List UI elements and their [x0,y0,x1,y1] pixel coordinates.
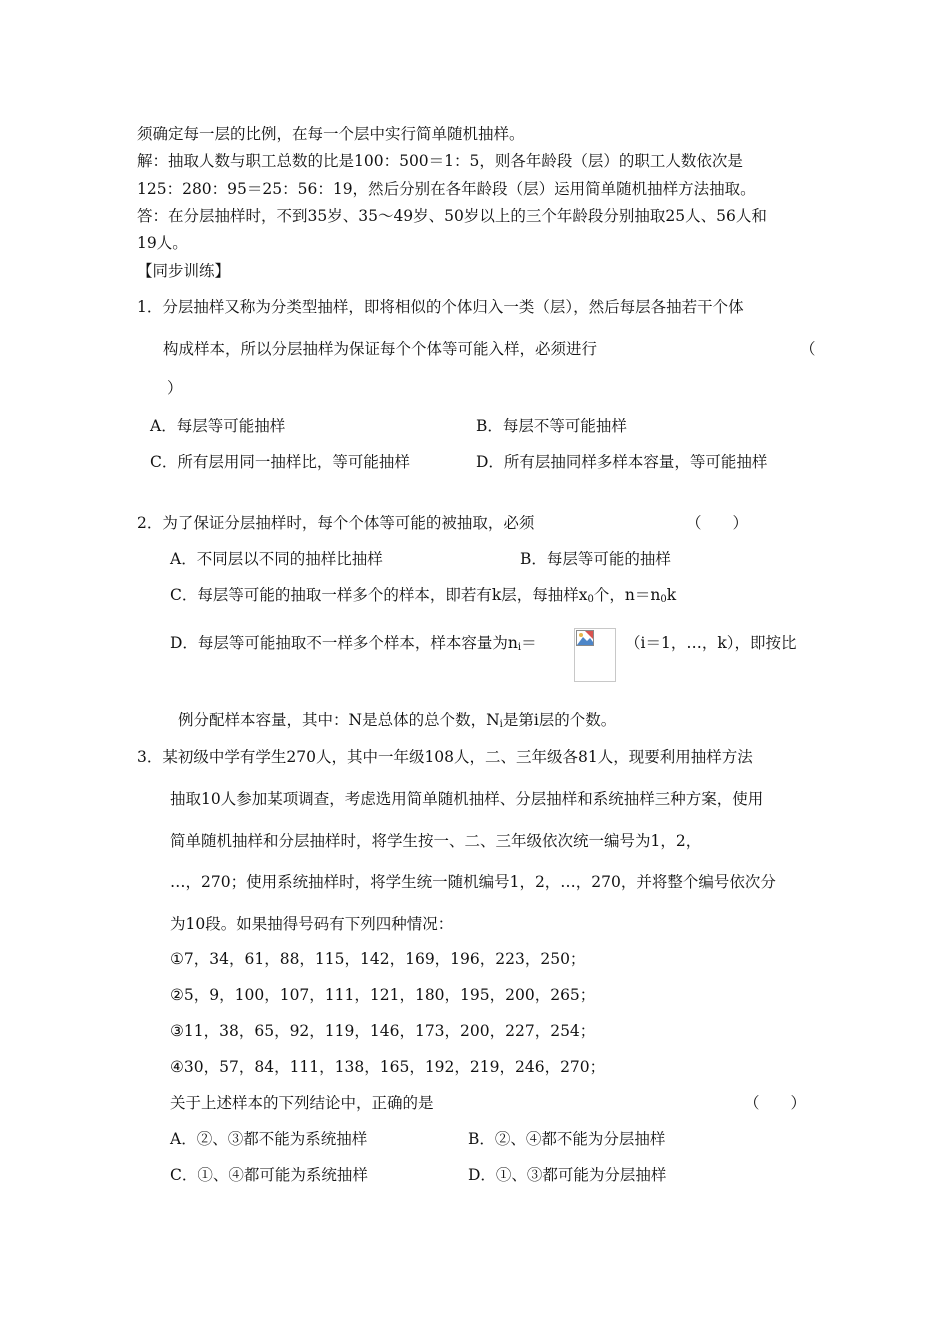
q2-option-a: A．不同层以不同的抽样比抽样 [170,550,383,568]
q3-prompt: 关于上述样本的下列结论中，正确的是 [170,1094,434,1112]
q1-option-a: A．每层等可能抽样 [150,417,286,435]
q3-option-a: A．②、③都不能为系统抽样 [170,1130,368,1148]
q3-case-4: ④30，57，84，111，138，165，192，219，246，270； [170,1058,606,1076]
q3-line-4: …，270；使用系统抽样时，将学生统一随机编号1，2，…，270，并将整个编号依次分 [170,873,776,891]
answer-line-1: 答：在分层抽样时，不到35岁、35～49岁、50岁以上的三个年龄段分别抽取25人、56人和 [137,207,767,225]
q3-case-3: ③11，38，65，92，119，146，173，200，227，254； [170,1022,596,1040]
solution-line-2: 125：280：95＝25：56：19，然后分别在各年龄段（层）运用简单随机抽样方法抽取。 [137,180,756,198]
broken-image-icon [576,630,594,646]
q3-case-1: ①7，34，61，88，115，142，169，196，223，250； [170,950,586,968]
q3-option-c: C．①、④都可能为系统抽样 [170,1166,368,1184]
q1-option-d: D．所有层抽同样多样本容量，等可能抽样 [476,453,768,471]
q3-line-5: 为10段。如果抽得号码有下列四种情况： [170,915,454,933]
answer-line-2: 19人。 [137,234,188,252]
intro-line: 须确定每一层的比例，在每一个层中实行简单随机抽样。 [137,125,525,143]
q3-option-d: D．①、③都可能为分层抽样 [468,1166,667,1184]
q2-paren: （ ） [686,514,749,532]
q3-line-2: 抽取10人参加某项调查，考虑选用简单随机抽样、分层抽样和系统抽样三种方案，使用 [170,790,764,808]
q2-line-1: 2．为了保证分层抽样时，每个个体等可能的被抽取，必须 [137,514,535,532]
q2-option-b: B．每层等可能的抽样 [520,550,671,568]
q1-paren-close: ） [167,379,183,397]
q3-line-1: 3．某初级中学有学生270人，其中一年级108人，二、三年级各81人，现要利用抽样方法 [137,748,753,766]
q1-line-2: 构成样本，所以分层抽样为保证每个个体等可能入样，必须进行 [163,340,598,358]
q1-paren-open: （ [800,340,816,358]
q2-option-c: C．每层等可能的抽取一样多个的样本，即若有k层，每抽样$x_0$个，$n=n_0k$ [170,586,677,605]
q3-option-b: B．②、④都不能为分层抽样 [468,1130,666,1148]
solution-line-1: 解：抽取人数与职工总数的比是100：500＝1：5，则各年龄段（层）的职工人数依次是 [137,152,743,170]
q3-paren: （ ） [744,1094,807,1112]
q1-option-b: B．每层不等可能抽样 [476,417,627,435]
q2-option-d-line-2: 例分配样本容量，其中：N是总体的总个数，$N_i$是第i层的个数。 [178,711,617,730]
q3-case-2: ②5，9，100，107，111，121，180，195，200，265； [170,986,596,1004]
q2-option-d: D．每层等可能抽取不一样多个样本，样本容量为$n_i=$ [170,634,537,653]
q1-line-1: 1．分层抽样又称为分类型抽样，即将相似的个体归入一类（层），然后每层各抽若干个体 [137,298,744,316]
q1-option-c: C．所有层用同一抽样比，等可能抽样 [150,453,410,471]
q2-option-d-tail: （i＝1，…，k），即按比 [625,634,797,652]
section-title: 【同步训练】 [137,262,231,280]
q3-line-3: 简单随机抽样和分层抽样时，将学生按一、二、三年级依次统一编号为1，2， [170,832,702,850]
